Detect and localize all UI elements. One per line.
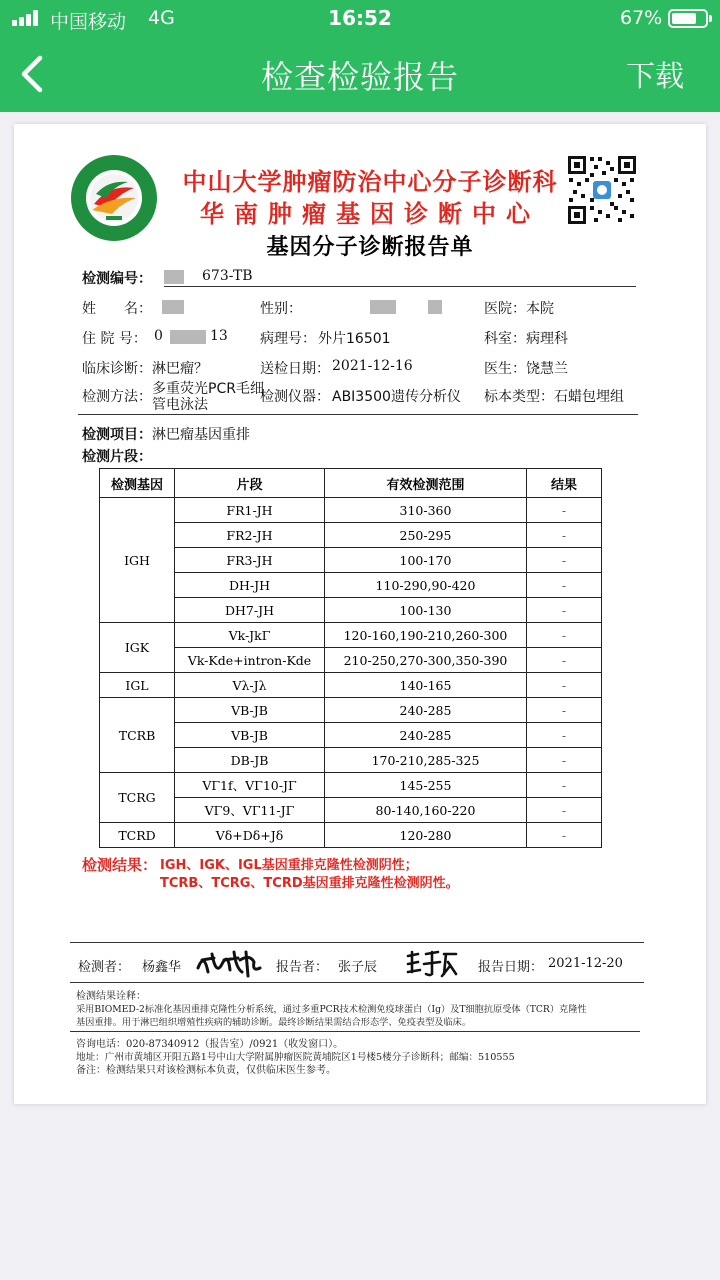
inpatient-value-end: 13 (210, 328, 228, 344)
divider-line (70, 982, 644, 983)
range-cell: 250-295 (325, 523, 527, 548)
gene-cell: TCRD (100, 823, 175, 848)
range-cell: 110-290,90-420 (325, 573, 527, 598)
segment-cell: VB-JB (175, 698, 325, 723)
note-line: 备注：检测结果只对该检测标本负责，仅供临床医生参考。 (76, 1065, 336, 1076)
table-row (100, 748, 602, 773)
result-cell: - (527, 523, 602, 548)
pathology-label: 病理号： (260, 331, 316, 347)
segment-cell: Vk-JkΓ (175, 623, 325, 648)
name-label: 姓 名： (82, 301, 152, 317)
range-cell: 145-255 (325, 773, 527, 798)
reporter-signature (404, 948, 460, 978)
segment-cell: Vλ-Jλ (175, 673, 325, 698)
result-cell: - (527, 723, 602, 748)
reporter-label: 报告者： (276, 960, 329, 975)
range-cell: 80-140,160-220 (325, 798, 527, 823)
status-bar (0, 0, 720, 38)
result-line1: IGH、IGK、IGL基因重排克隆性检测阴性； (160, 858, 418, 873)
app-header (0, 0, 720, 112)
test-no-label: 检测编号： (82, 271, 152, 287)
gene-cell: IGK (100, 623, 175, 673)
range-cell: 100-170 (325, 548, 527, 573)
result-cell: - (527, 548, 602, 573)
divider-line (70, 1031, 640, 1032)
result-cell: - (527, 698, 602, 723)
segment-cell: VB-JB (175, 723, 325, 748)
divider-line (164, 286, 636, 287)
clinical-label: 临床诊断： (82, 361, 152, 377)
redacted-age (428, 300, 442, 314)
sample-label: 标本类型： (484, 389, 554, 405)
pathology-value: 外片16501 (318, 331, 391, 347)
range-cell: 170-210,285-325 (325, 748, 527, 773)
redacted-test-no (164, 270, 184, 284)
range-cell: 210-250,270-300,350-390 (325, 648, 527, 673)
column-header: 检测基因 (100, 469, 175, 498)
interp-title: 检测结果诠释： (76, 991, 146, 1002)
battery-icon (668, 9, 708, 28)
table-row (100, 548, 602, 573)
hospital-label: 医院： (484, 301, 526, 317)
result-line2: TCRB、TCRG、TCRD基因重排克隆性检测阴性。 (160, 876, 459, 891)
result-cell: - (527, 748, 602, 773)
result-cell: - (527, 498, 602, 523)
segment-cell: Vδ+Dδ+Jδ (175, 823, 325, 848)
table-row (100, 773, 602, 798)
segment-cell: Vk-Kde+intron-Kde (175, 648, 325, 673)
send-date-value: 2021-12-16 (332, 358, 413, 374)
carrier-name: 中国移动 (50, 11, 127, 33)
table-row (100, 523, 602, 548)
doctor-value: 饶慧兰 (526, 361, 568, 377)
divider-line (70, 942, 644, 943)
range-cell: 140-165 (325, 673, 527, 698)
org-name-line1: 中山大学肿瘤防治中心分子诊断科 (182, 167, 558, 196)
inpatient-value-start: 0 (154, 328, 163, 344)
org-name-line2: 华南肿瘤基因诊断中心 (200, 199, 540, 228)
method-label: 检测方法： (82, 389, 152, 405)
report-title: 基因分子诊断报告单 (266, 234, 474, 260)
method-value-line1: 多重荧光PCR毛细 (152, 381, 264, 397)
gene-rearrangement-table (99, 468, 602, 848)
test-item-label: 检测项目： (82, 427, 152, 443)
contact-line: 咨询电话：020-87340912（报告室）/0921（收发窗口）。 (76, 1039, 344, 1050)
tester-signature (194, 946, 266, 980)
result-cell: - (527, 598, 602, 623)
range-cell: 240-285 (325, 698, 527, 723)
test-no-value: 673-TB (202, 268, 253, 284)
interp-line2: 基因重排。用于淋巴组织增殖性疾病的辅助诊断。最终诊断结果需结合形态学、免疫表型及临床。 (76, 1017, 472, 1028)
range-cell: 100-130 (325, 598, 527, 623)
table-row (100, 723, 602, 748)
instrument-value: ABI3500遗传分析仪 (332, 389, 461, 405)
gene-cell: TCRB (100, 698, 175, 773)
gene-cell: TCRG (100, 773, 175, 823)
report-date-value: 2021-12-20 (548, 956, 623, 971)
range-cell: 120-160,190-210,260-300 (325, 623, 527, 648)
dept-label: 科室： (484, 331, 526, 347)
range-cell: 120-280 (325, 823, 527, 848)
segment-cell: VΓ1f、VΓ10-JΓ (175, 773, 325, 798)
column-header: 片段 (175, 469, 325, 498)
segment-label: 检测片段： (82, 449, 152, 465)
table-row (100, 673, 602, 698)
table-row (100, 648, 602, 673)
result-cell: - (527, 798, 602, 823)
status-time: 16:52 (328, 6, 392, 30)
hospital-value: 本院 (526, 301, 554, 317)
range-cell: 310-360 (325, 498, 527, 523)
interp-line1: 采用BIOMED-2标准化基因重排克隆性分析系统，通过多重PCR技术检测免疫球蛋白（Ig）及T细胞抗原受体（TCR）克隆性 (76, 1004, 587, 1015)
inpatient-label: 住 院 号： (82, 331, 147, 347)
segment-cell: DH7-JH (175, 598, 325, 623)
table-header-row (100, 469, 602, 498)
segment-cell: FR2-JH (175, 523, 325, 548)
column-header: 有效检测范围 (325, 469, 527, 498)
redacted-inpatient-no (170, 330, 206, 344)
table-row (100, 573, 602, 598)
gender-label: 性别： (260, 301, 302, 317)
test-item-value: 淋巴瘤基因重排 (152, 427, 250, 443)
reporter-value: 张子辰 (338, 960, 378, 975)
page-title: 检查检验报告 (260, 58, 459, 96)
doctor-label: 医生： (484, 361, 526, 377)
network-type: 4G (148, 7, 175, 29)
table-row (100, 798, 602, 823)
tester-value: 杨鑫华 (142, 960, 182, 975)
nav-bar (0, 38, 720, 112)
sample-value: 石蜡包埋组 (554, 389, 624, 405)
result-label: 检测结果： (82, 856, 158, 874)
segment-cell: FR1-JH (175, 498, 325, 523)
segment-cell: DH-JH (175, 573, 325, 598)
table-body (100, 498, 602, 848)
gene-cell: IGL (100, 673, 175, 698)
table-row (100, 623, 602, 648)
table-row (100, 823, 602, 848)
clinical-value: 淋巴瘤？ (152, 361, 208, 377)
instrument-label: 检测仪器： (260, 389, 330, 405)
column-header: 结果 (527, 469, 602, 498)
qr-code (566, 154, 638, 226)
range-cell: 240-285 (325, 723, 527, 748)
table-row (100, 498, 602, 523)
report-date-label: 报告日期： (478, 960, 544, 975)
dept-value: 病理科 (526, 331, 568, 347)
result-cell: - (527, 823, 602, 848)
divider-line (78, 414, 638, 415)
table-row (100, 698, 602, 723)
download-button[interactable]: 下载 (625, 59, 684, 93)
result-cell: - (527, 573, 602, 598)
result-cell: - (527, 673, 602, 698)
report-document (14, 124, 706, 1104)
table-row (100, 598, 602, 623)
result-cell: - (527, 773, 602, 798)
redacted-gender (370, 300, 396, 314)
result-cell: - (527, 648, 602, 673)
segment-cell: FR3-JH (175, 548, 325, 573)
result-cell: - (527, 623, 602, 648)
tester-label: 检测者： (78, 960, 131, 975)
address-line: 地址：广州市黄埔区开阳五路1号中山大学附属肿瘤医院黄埔院区1号楼5楼分子诊断科；邮编：510555 (76, 1052, 515, 1063)
redacted-name (162, 300, 184, 314)
segment-cell: VΓ9、VΓ11-JΓ (175, 798, 325, 823)
battery-percent: 67% (620, 7, 663, 29)
send-date-label: 送检日期： (260, 361, 330, 377)
method-value-line2: 管电泳法 (152, 397, 208, 413)
segment-cell: DB-JB (175, 748, 325, 773)
gene-cell: IGH (100, 498, 175, 623)
